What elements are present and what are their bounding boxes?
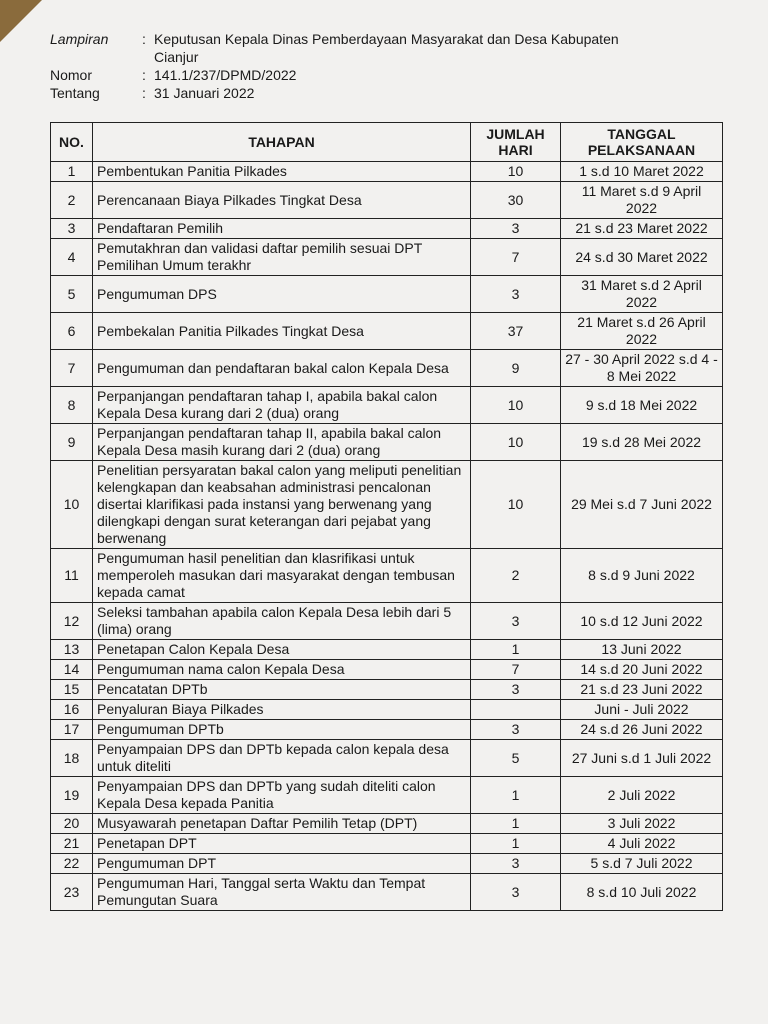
cell-jumlah-hari: 3 bbox=[471, 276, 561, 313]
cell-no: 2 bbox=[51, 182, 93, 219]
tentang-label: Tentang bbox=[50, 85, 100, 101]
nomor-row bbox=[50, 66, 730, 84]
cell-tanggal: 19 s.d 28 Mei 2022 bbox=[561, 424, 723, 461]
table-row bbox=[51, 854, 723, 874]
table-row bbox=[51, 603, 723, 640]
table-row bbox=[51, 461, 723, 549]
table-row bbox=[51, 162, 723, 182]
cell-tahapan: Penelitian persyaratan bakal calon yang meliputi penelitian kelengkapan dan keabsahan administrasi pencalonan disertai klarifikasi pada instansi yang berwenang yang dilengkapi dengan surat keterangan dari pejabat yang berwenang bbox=[93, 461, 471, 549]
cell-tahapan: Pengumuman DPT bbox=[93, 854, 471, 874]
cell-tahapan: Pengumuman hasil penelitian dan klasrifikasi untuk memperoleh masukan dari masyarakat dengan tembusan kepada camat bbox=[93, 549, 471, 603]
cell-tanggal: 14 s.d 20 Juni 2022 bbox=[561, 660, 723, 680]
cell-tanggal: 8 s.d 9 Juni 2022 bbox=[561, 549, 723, 603]
cell-jumlah-hari: 3 bbox=[471, 219, 561, 239]
table-header-row bbox=[51, 123, 723, 162]
cell-tahapan: Pembentukan Panitia Pilkades bbox=[93, 162, 471, 182]
table-row bbox=[51, 777, 723, 814]
cell-tanggal: 8 s.d 10 Juli 2022 bbox=[561, 874, 723, 911]
cell-tanggal: 5 s.d 7 Juli 2022 bbox=[561, 854, 723, 874]
table-row bbox=[51, 549, 723, 603]
cell-tahapan: Pencatatan DPTb bbox=[93, 680, 471, 700]
lampiran-value-line1: Keputusan Kepala Dinas Pemberdayaan Masyarakat dan Desa Kabupaten bbox=[154, 31, 619, 47]
table-row bbox=[51, 740, 723, 777]
cell-jumlah-hari: 5 bbox=[471, 740, 561, 777]
cell-jumlah-hari: 3 bbox=[471, 854, 561, 874]
lampiran-value-line2: Cianjur bbox=[154, 49, 199, 65]
table-row bbox=[51, 874, 723, 911]
lampiran-row bbox=[50, 30, 730, 48]
cell-tanggal: 11 Maret s.d 9 April 2022 bbox=[561, 182, 723, 219]
lampiran-row-continued bbox=[50, 48, 730, 66]
cell-no: 15 bbox=[51, 680, 93, 700]
table-row bbox=[51, 387, 723, 424]
table-row bbox=[51, 834, 723, 854]
cell-tanggal: 27 Juni s.d 1 Juli 2022 bbox=[561, 740, 723, 777]
cell-tahapan: Pengumuman Hari, Tanggal serta Waktu dan Tempat Pemungutan Suara bbox=[93, 874, 471, 911]
cell-jumlah-hari: 10 bbox=[471, 162, 561, 182]
cell-jumlah-hari: 2 bbox=[471, 549, 561, 603]
cell-tanggal: 24 s.d 26 Juni 2022 bbox=[561, 720, 723, 740]
cell-no: 6 bbox=[51, 313, 93, 350]
colon: : bbox=[142, 85, 146, 101]
cell-no: 7 bbox=[51, 350, 93, 387]
table-row bbox=[51, 276, 723, 313]
cell-tanggal: 21 s.d 23 Maret 2022 bbox=[561, 219, 723, 239]
cell-tanggal: 13 Juni 2022 bbox=[561, 640, 723, 660]
cell-tahapan: Pengumuman nama calon Kepala Desa bbox=[93, 660, 471, 680]
document-header bbox=[50, 30, 730, 102]
cell-no: 19 bbox=[51, 777, 93, 814]
cell-jumlah-hari: 1 bbox=[471, 834, 561, 854]
cell-jumlah-hari: 37 bbox=[471, 313, 561, 350]
table-row bbox=[51, 182, 723, 219]
cell-no: 5 bbox=[51, 276, 93, 313]
cell-no: 20 bbox=[51, 814, 93, 834]
table-row bbox=[51, 720, 723, 740]
schedule-table bbox=[50, 122, 723, 911]
cell-tahapan: Pemutakhran dan validasi daftar pemilih sesuai DPT Pemilihan Umum terakhr bbox=[93, 239, 471, 276]
cell-no: 10 bbox=[51, 461, 93, 549]
cell-jumlah-hari: 10 bbox=[471, 424, 561, 461]
cell-no: 12 bbox=[51, 603, 93, 640]
cell-tanggal: 10 s.d 12 Juni 2022 bbox=[561, 603, 723, 640]
cell-tahapan: Penetapan Calon Kepala Desa bbox=[93, 640, 471, 660]
cell-tanggal: 3 Juli 2022 bbox=[561, 814, 723, 834]
cell-jumlah-hari: 3 bbox=[471, 680, 561, 700]
cell-no: 8 bbox=[51, 387, 93, 424]
table-row bbox=[51, 350, 723, 387]
cell-jumlah-hari: 7 bbox=[471, 239, 561, 276]
cell-no: 1 bbox=[51, 162, 93, 182]
cell-jumlah-hari: 3 bbox=[471, 720, 561, 740]
page-corner-decoration bbox=[0, 0, 42, 42]
cell-jumlah-hari bbox=[471, 700, 561, 720]
cell-tahapan: Penyampaian DPS dan DPTb kepada calon kepala desa untuk diteliti bbox=[93, 740, 471, 777]
cell-no: 13 bbox=[51, 640, 93, 660]
colon: : bbox=[142, 31, 146, 47]
cell-jumlah-hari: 3 bbox=[471, 874, 561, 911]
cell-no: 18 bbox=[51, 740, 93, 777]
table-row bbox=[51, 700, 723, 720]
cell-tanggal: Juni - Juli 2022 bbox=[561, 700, 723, 720]
cell-tahapan: Pengumuman DPS bbox=[93, 276, 471, 313]
tentang-row bbox=[50, 84, 730, 102]
cell-tahapan: Perpanjangan pendaftaran tahap II, apabila bakal calon Kepala Desa masih kurang dari 2 (dua) orang bbox=[93, 424, 471, 461]
cell-jumlah-hari: 10 bbox=[471, 387, 561, 424]
cell-jumlah-hari: 1 bbox=[471, 640, 561, 660]
cell-no: 21 bbox=[51, 834, 93, 854]
header-jumlah-hari: JUMLAH HARI bbox=[471, 123, 561, 162]
cell-jumlah-hari: 30 bbox=[471, 182, 561, 219]
cell-no: 11 bbox=[51, 549, 93, 603]
header-no: NO. bbox=[51, 123, 93, 162]
header-tahapan: TAHAPAN bbox=[93, 123, 471, 162]
lampiran-label: Lampiran bbox=[50, 31, 109, 47]
cell-tanggal: 4 Juli 2022 bbox=[561, 834, 723, 854]
cell-tahapan: Pengumuman DPTb bbox=[93, 720, 471, 740]
cell-tanggal: 21 Maret s.d 26 April 2022 bbox=[561, 313, 723, 350]
cell-no: 17 bbox=[51, 720, 93, 740]
cell-tanggal: 21 s.d 23 Juni 2022 bbox=[561, 680, 723, 700]
cell-no: 3 bbox=[51, 219, 93, 239]
cell-tahapan: Pengumuman dan pendaftaran bakal calon Kepala Desa bbox=[93, 350, 471, 387]
cell-tanggal: 9 s.d 18 Mei 2022 bbox=[561, 387, 723, 424]
cell-jumlah-hari: 1 bbox=[471, 777, 561, 814]
header-tanggal-pelaksanaan: TANGGAL PELAKSANAAN bbox=[561, 123, 723, 162]
table-row bbox=[51, 640, 723, 660]
cell-tanggal: 2 Juli 2022 bbox=[561, 777, 723, 814]
cell-tanggal: 27 - 30 April 2022 s.d 4 - 8 Mei 2022 bbox=[561, 350, 723, 387]
cell-tahapan: Penyaluran Biaya Pilkades bbox=[93, 700, 471, 720]
table-row bbox=[51, 680, 723, 700]
table-row bbox=[51, 219, 723, 239]
cell-tanggal: 29 Mei s.d 7 Juni 2022 bbox=[561, 461, 723, 549]
cell-no: 22 bbox=[51, 854, 93, 874]
cell-jumlah-hari: 9 bbox=[471, 350, 561, 387]
cell-tahapan: Pendaftaran Pemilih bbox=[93, 219, 471, 239]
table-row bbox=[51, 424, 723, 461]
cell-no: 4 bbox=[51, 239, 93, 276]
nomor-label: Nomor bbox=[50, 67, 93, 83]
table-row bbox=[51, 814, 723, 834]
cell-jumlah-hari: 1 bbox=[471, 814, 561, 834]
cell-tanggal: 1 s.d 10 Maret 2022 bbox=[561, 162, 723, 182]
cell-no: 14 bbox=[51, 660, 93, 680]
cell-tahapan: Perencanaan Biaya Pilkades Tingkat Desa bbox=[93, 182, 471, 219]
cell-tahapan: Pembekalan Panitia Pilkades Tingkat Desa bbox=[93, 313, 471, 350]
cell-tahapan: Musyawarah penetapan Daftar Pemilih Tetap (DPT) bbox=[93, 814, 471, 834]
cell-jumlah-hari: 3 bbox=[471, 603, 561, 640]
cell-tanggal: 31 Maret s.d 2 April 2022 bbox=[561, 276, 723, 313]
table-row bbox=[51, 313, 723, 350]
cell-tahapan: Seleksi tambahan apabila calon Kepala Desa lebih dari 5 (lima) orang bbox=[93, 603, 471, 640]
table-row bbox=[51, 239, 723, 276]
colon: : bbox=[142, 67, 146, 83]
tentang-value: 31 Januari 2022 bbox=[154, 85, 255, 101]
table-row bbox=[51, 660, 723, 680]
cell-tahapan: Penetapan DPT bbox=[93, 834, 471, 854]
nomor-value: 141.1/237/DPMD/2022 bbox=[154, 67, 297, 83]
cell-tahapan: Penyampaian DPS dan DPTb yang sudah diteliti calon Kepala Desa kepada Panitia bbox=[93, 777, 471, 814]
cell-jumlah-hari: 7 bbox=[471, 660, 561, 680]
cell-no: 9 bbox=[51, 424, 93, 461]
cell-tahapan: Perpanjangan pendaftaran tahap I, apabila bakal calon Kepala Desa kurang dari 2 (dua) orang bbox=[93, 387, 471, 424]
cell-no: 16 bbox=[51, 700, 93, 720]
cell-no: 23 bbox=[51, 874, 93, 911]
cell-jumlah-hari: 10 bbox=[471, 461, 561, 549]
cell-tanggal: 24 s.d 30 Maret 2022 bbox=[561, 239, 723, 276]
